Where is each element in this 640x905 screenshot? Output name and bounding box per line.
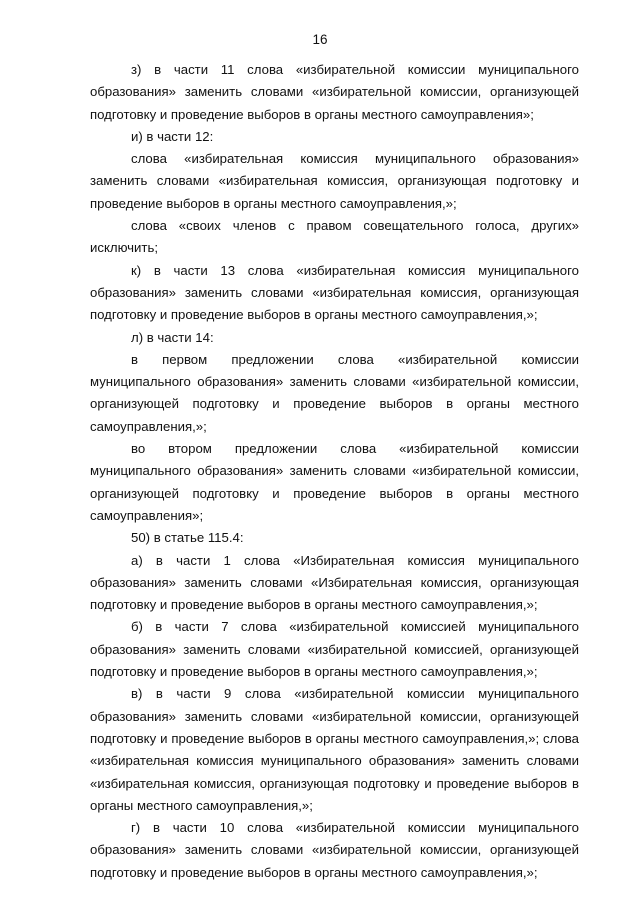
page-number: 16 [312, 32, 328, 47]
paragraph-item-l-first-sentence: в первом предложении слова «избирательной комиссии муниципального образования» заменить словами «избирательной комиссии, организующей подготовку и проведение выборов в органы местного самоуправления,»; [90, 351, 579, 434]
paragraph-item-v: в) в части 9 слова «избирательной комиссии муниципального образования» заменить словами «избирательной комиссии, организующей подготовку и проведение выборов в органы местного самоуправления,»; слова «избирательная комиссия муниципального образования» заменить словами «избирательная комиссия, организующая подготовку и проведение выборов в органы местного самоуправления,»; [90, 686, 579, 813]
paragraph-item-l: л) в части 14: [131, 329, 214, 345]
paragraph-item-b: б) в части 7 слова «избирательной комиссией муниципального образования» заменить словами «избирательной комиссией, организующей подготовку и проведение выборов в органы местного самоуправления,»; [90, 619, 579, 680]
paragraph-item-i-words-replace: слова «избирательная комиссия муниципального образования» заменить словами «избирательная комиссия, организующая подготовку и проведение выборов в органы местного самоуправления,»; [90, 151, 579, 211]
paragraph-item-g: г) в части 10 слова «избирательной комиссии муниципального образования» заменить словами «избирательной комиссии, организующей подготовку и проведение выборов в органы местного самоуправления,»; [90, 820, 579, 880]
paragraph-item-l-second-sentence: во втором предложении слова «избирательной комиссии муниципального образования» заменить словами «избирательной комиссии, организующей подготовку и проведение выборов в органы местного самоуправления»; [90, 441, 579, 523]
paragraph-article-115-4: 50) в статье 115.4: [131, 530, 244, 546]
paragraph-item-a: а) в части 1 слова «Избирательная комиссия муниципального образования» заменить словами «Избирательная комиссия, организующая подготовку и проведение выборов в органы местного самоуправления,»; [90, 552, 579, 613]
paragraph-item-i: и) в части 12: [131, 128, 214, 144]
document-body [90, 59, 579, 884]
paragraph-item-k: к) в части 13 слова «избирательная комиссия муниципального образования» заменить словами «избирательная комиссия, организующая подготовку и проведение выборов в органы местного самоуправления,»; [90, 262, 579, 323]
paragraph-item-i-words-exclude: слова «своих членов с правом совещательного голоса, других» исключить; [90, 218, 579, 256]
paragraph-item-z: з) в части 11 слова «избирательной комиссии муниципального образования» заменить словами «избирательной комиссии, организующей подготовку и проведение выборов в органы местного самоуправления»; [90, 62, 579, 122]
